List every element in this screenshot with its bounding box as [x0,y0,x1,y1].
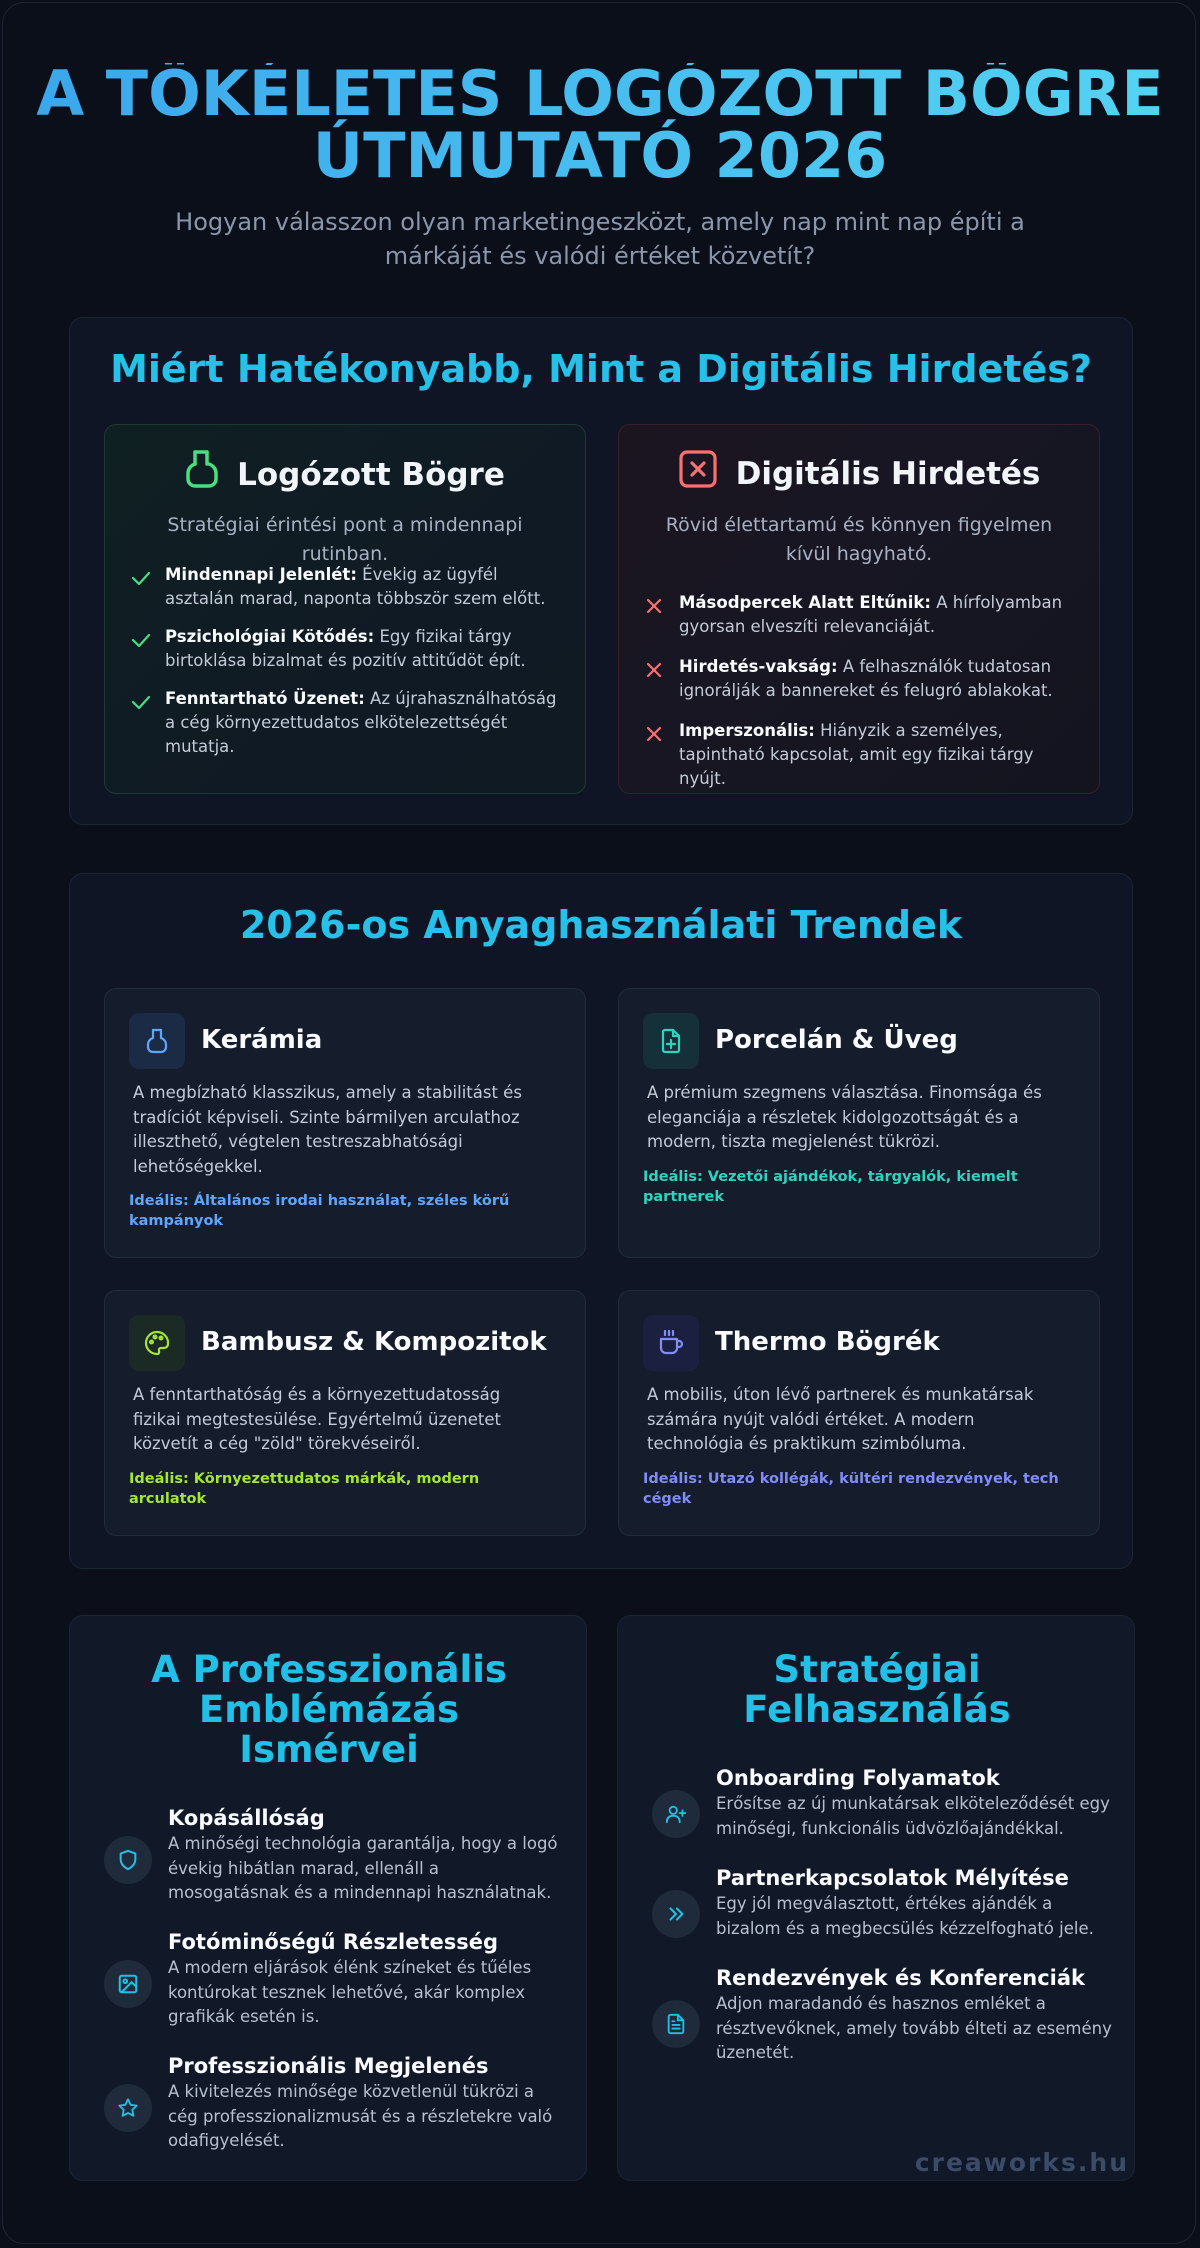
list-item: Mindennapi Jelenlét: Évekig az ügyfél asztalán marad, naponta többször szem előtt. [131,563,561,611]
feature-item [104,1928,564,2038]
mug-icon [185,449,219,501]
user-plus-icon [652,1790,700,1838]
material-ideal-use: Ideális: Általános irodai használat, széles körű kampányok [129,1193,510,1229]
material-card-ceramic [104,988,586,1258]
check-icon [131,693,151,717]
feature-item [104,2052,564,2162]
cross-icon [645,597,663,622]
feature-item [104,1804,564,1914]
comparison-title: Miért Hatékonyabb, Mint a Digitális Hirdetés? [110,347,1092,391]
material-title: Thermo Bögrék [715,1327,940,1357]
image-icon [104,1960,152,2008]
material-title: Porcelán & Üveg [715,1025,958,1055]
feature-title: Professzionális Megjelenés [168,2054,489,2078]
chevrons-right-icon [652,1890,700,1938]
digital-ad-card [618,424,1100,794]
materials-title: 2026-os Anyaghasználati Trendek [239,903,963,947]
feature-item [652,1864,1112,1954]
list-item: Hirdetés-vakság: A felhasználók tudatosan ignorálják a bannereket és felugró ablakokat. [645,655,1075,703]
feature-description: Egy jól megválasztott, értékes ajándék a bizalom és a megbecsülés kézzelfogható jele. [716,1894,1094,1938]
quality-section [69,1615,587,2181]
material-title: Bambusz & Kompozitok [201,1327,547,1357]
mug-card-title: Logózott Bögre [237,457,505,493]
feature-title: Fotóminőségű Részletesség [168,1930,499,1954]
material-ideal-use: Ideális: Vezetői ajándékok, tárgyalók, kiemelt partnerek [643,1169,1018,1205]
feature-title: Onboarding Folyamatok [716,1766,1000,1790]
material-title: Kerámia [201,1025,323,1055]
feature-description: Adjon maradandó és hasznos emléket a résztvevőknek, amely tovább élteti az esemény üzenetét. [716,1994,1112,2062]
material-description: A mobilis, úton lévő partnerek és munkatársak számára nyújt valódi értéket. A modern technológia és praktikum szimbóluma. [647,1385,1034,1453]
mug-benefit-list [131,563,561,759]
star-icon [104,2084,152,2132]
feature-item [652,1764,1112,1854]
coffee-icon [643,1315,699,1371]
material-ideal-use: Ideális: Környezettudatos márkák, modern arculatok [129,1471,480,1507]
mug-icon [129,1013,185,1069]
comparison-section [69,317,1133,825]
list-item: Másodpercek Alatt Eltűnik: A hírfolyamban gyorsan elveszíti relevanciáját. [645,591,1075,639]
shield-icon [104,1836,152,1884]
feature-description: A modern eljárások élénk színeket és tűéles kontúrokat tesznek lehetővé, akár komplex grafikák esetén is. [168,1958,532,2026]
mug-card-description: Stratégiai érintési pont a mindennapi rutinban. [167,514,523,565]
feature-title: Rendezvények és Konferenciák [716,1966,1085,1990]
mug-card [104,424,586,794]
material-ideal-use: Ideális: Utazó kollégák, kültéri rendezvények, tech cégek [643,1471,1059,1507]
feature-title: Kopásállóság [168,1806,325,1830]
material-card-thermo [618,1290,1100,1536]
page-subtitle: Hogyan válasszon olyan marketingeszközt, amely nap mint nap építi a márkáját és valódi értéket közvetít? [175,208,1025,270]
file-text-icon [652,2000,700,2048]
x-square-icon [678,449,718,499]
material-description: A megbízható klasszikus, amely a stabilitást és tradíciót képviseli. Szinte bármilyen arculathoz illeszthető, végtelen testreszabhatósági lehetőségekkel. [133,1083,522,1176]
digital-drawback-list [645,591,1075,791]
brand-watermark: creaworks.hu [914,2148,1129,2177]
quality-title: A Professzionális Emblémázás Ismérvei [151,1648,507,1771]
check-icon [131,631,151,655]
material-description: A fenntarthatóság és a környezettudatosság fizikai megtestesülése. Egyértelmű üzenetet közvetít a cég "zöld" törekvéseiről. [133,1385,501,1453]
feature-description: A minőségi technológia garantálja, hogy a logó évekig hibátlan marad, ellenáll a mosogatásnak és a mindennapi használatnak. [168,1834,558,1902]
digital-ad-card-title: Digitális Hirdetés [735,456,1041,492]
feature-title: Partnerkapcsolatok Mélyítése [716,1866,1069,1890]
material-card-porcelain [618,988,1100,1258]
list-item: Imperszonális: Hiányzik a személyes, tapintható kapcsolat, amit egy fizikai tárgy nyújt. [645,719,1075,791]
file-plus-icon [643,1013,699,1069]
cross-icon [645,725,663,750]
usage-title: Stratégiai Felhasználás [743,1648,1011,1731]
palette-icon [129,1315,185,1371]
digital-ad-card-description: Rövid élettartamú és könnyen figyelmen kívül hagyható. [665,514,1053,565]
check-icon [131,569,151,593]
list-item: Fenntartható Üzenet: Az újrahasználhatóság a cég környezettudatos elkötelezettségét mutatja. [131,687,561,759]
cross-icon [645,661,663,686]
materials-section [69,873,1133,1569]
feature-description: A kivitelezés minősége közvetlenül tükrözi a cég professzionalizmusát és a részletekre való odafigyelését. [168,2082,553,2150]
feature-item [652,1964,1112,2074]
page-title: A TÖKÉLETES LOGÓZOTT BÖGRE ÚTMUTATÓ 2026 [3,63,1196,187]
material-card-bamboo [104,1290,586,1536]
infographic-frame [2,2,1196,2244]
feature-description: Erősítse az új munkatársak elköteleződését egy minőségi, funkcionális üdvözlőajándékkal. [716,1794,1110,1838]
list-item: Pszichológiai Kötődés: Egy fizikai tárgy birtoklása bizalmat és pozitív attitűdöt épít. [131,625,561,673]
usage-section [617,1615,1135,2181]
material-description: A prémium szegmens választása. Finomsága és eleganciája a részletek kidolgozottságát és a modern, tiszta megjelenést tükrözi. [647,1083,1042,1151]
